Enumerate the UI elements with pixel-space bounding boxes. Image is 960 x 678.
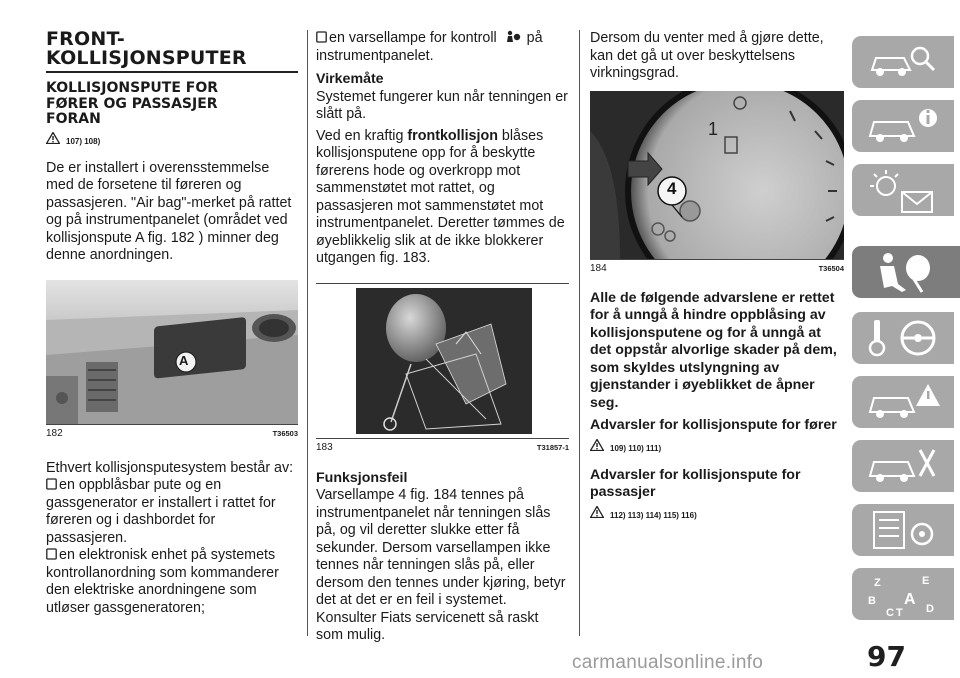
- figure-code: T36503: [272, 428, 298, 438]
- figure-number: 182: [46, 427, 63, 439]
- chapter-tab-car-warning[interactable]: [852, 376, 954, 428]
- lights-message-icon: [864, 168, 944, 216]
- vents: [86, 362, 118, 412]
- figure-184: [590, 91, 844, 275]
- warning-triangle-icon: [590, 439, 604, 451]
- passenger-warnings-heading: Advarsler for kollisjonspute for passasjer: [590, 466, 801, 500]
- subsection-title: KOLLISJONSPUTE FOR FØRER OG PASSASJER FORAN: [46, 80, 219, 127]
- car-info-icon: [864, 104, 944, 148]
- figure-182: [46, 280, 298, 440]
- fault-paragraph: Varsellampe 4 fig. 184 tennes på instrumentpanelet når tenningen slås på, og vil deretter slukke etter få sekunder. Dersom varsellampen ikke tennes når tenningen slås på, eller dersom den tennes under kjøring, betyr det at det er en feil i systemet. Konsulter Fiats servicenett så raskt som mulig.: [316, 487, 566, 643]
- airbag-deploy-image-frame: [316, 284, 569, 438]
- chapter-tab-car-info[interactable]: [852, 100, 954, 152]
- index-letters-icon: [864, 572, 944, 620]
- chapter-tab-lights-message[interactable]: [852, 164, 954, 216]
- warning-refs: 109) 110) 111): [610, 443, 662, 453]
- car-warning-icon: [864, 380, 944, 424]
- warning-reference: [46, 132, 298, 152]
- column-left: [46, 30, 298, 617]
- airbag-seat-icon: [864, 250, 944, 294]
- bullet-item: en varsellampe for kontroll på instrumentpanelet.: [316, 30, 543, 64]
- title-rule: [46, 71, 298, 73]
- operation-paragraph-2: Ved en kraftig frontkollisjon blåses kollisjonsputene opp for å beskytte førerens hode og overkropp mot sammenstøtet mot rattet, og passasjeren mot sammenstøtet mot instrumentpanelet. Deretter tømmes de øyeblikkelig slik at de ikke blokkerer utgangen fig. 183.: [316, 127, 565, 266]
- driver-warnings-heading: Advarsler for kollisjonspute for fører: [590, 417, 837, 433]
- chapter-tab-airbag-seat[interactable]: [852, 246, 960, 298]
- figure-number: 184: [590, 262, 607, 274]
- warning-reference: [590, 439, 844, 459]
- warning-refs: 107) 108): [66, 136, 101, 146]
- operation-paragraph-1: Systemet fungerer kun når tenningen er slått på.: [316, 88, 568, 122]
- warning-triangle-icon: [590, 506, 604, 518]
- chapter-tab-index[interactable]: [852, 568, 954, 620]
- bullet-item: en elektronisk enhet på systemets kontrollanordning som kommanderer den elektriske anordningene som utløser gassgeneratoren;: [46, 547, 279, 616]
- watermark: carmanualsonline.info: [572, 652, 764, 673]
- figure-183: [316, 283, 569, 454]
- column-right: [590, 30, 844, 534]
- gauge-digit: 1: [708, 118, 719, 139]
- column-divider: [579, 30, 580, 636]
- intro-paragraph: De er installert i overensstemmelse med de forsetene til føreren og passasjeren. "Air bag"-merket på rattet og på instrumentpanelet (området ved kollisjonspute A fig. 182 ) minner deg denne anordningen.: [46, 159, 292, 263]
- warnings-intro: Alle de følgende advarslene er rettet for å unngå å hindre oppblåsing av kollisjonsputene og for å unngå at det oppstår alvorlige skader på dem, som skyldes utslyngning av gjenstander i øyeblikket de åpner seg.: [590, 289, 837, 411]
- column-divider: [307, 30, 308, 636]
- warning-reference: [590, 506, 844, 526]
- index-letter: D: [926, 603, 934, 615]
- index-letter: C: [886, 607, 894, 619]
- dashboard-airbag-image: [46, 280, 298, 424]
- airbag-warning-lamp-icon: [503, 30, 521, 44]
- operation-heading: Virkemåte: [316, 71, 384, 87]
- specs-list-icon: [864, 508, 944, 552]
- index-letter: A: [904, 591, 916, 608]
- car-tools-icon: [864, 444, 944, 488]
- figure-caption: [590, 259, 844, 275]
- system-intro: Ethvert kollisjonsputesystem består av:: [46, 459, 294, 476]
- figure-callout-a: A: [179, 352, 189, 368]
- bullet-item: en oppblåsbar pute og en gassgenerator er installert i rattet for føreren og i dashbordet for passasjeren.: [46, 477, 276, 546]
- index-letter: E: [922, 575, 930, 587]
- bullet-square-icon: [46, 478, 57, 490]
- instrument-cluster-image: [590, 91, 844, 259]
- figure-caption: [46, 424, 298, 440]
- continued-paragraph: Dersom du venter med å gjøre dette, kan det gå ut over beskyttelsens virkningsgrad.: [590, 30, 824, 81]
- car-search-icon: [864, 40, 944, 84]
- key-steering-icon: [864, 316, 944, 360]
- chapter-tab-car-search[interactable]: [852, 36, 954, 88]
- chapter-tab-specs[interactable]: [852, 504, 954, 556]
- chapter-tab-key-steering[interactable]: [852, 312, 954, 364]
- index-letter: Z: [874, 577, 881, 589]
- chapter-tab-car-tools[interactable]: [852, 440, 954, 492]
- index-letter: B: [868, 595, 876, 607]
- figure-callout-4: 4: [667, 178, 677, 198]
- warning-refs: 112) 113) 114) 115) 116): [610, 510, 697, 520]
- column-middle: [316, 30, 569, 645]
- figure-caption: [316, 438, 569, 454]
- page-number: 97: [867, 640, 906, 673]
- section-title: FRONT- KOLLISJONSPUTER: [46, 28, 247, 69]
- fault-heading: Funksjonsfeil: [316, 469, 408, 486]
- chapter-sidebar: [852, 0, 960, 678]
- airbag-deploy-image: [316, 284, 569, 438]
- bullet-square-icon: [316, 31, 327, 43]
- index-letter: T: [896, 607, 903, 619]
- bullet-square-icon: [46, 548, 57, 560]
- dashboard-photo: [46, 280, 298, 424]
- figure-code: T31857-1: [536, 442, 569, 452]
- figure-number: 183: [316, 441, 333, 453]
- figure-code: T36504: [818, 263, 844, 273]
- warning-triangle-icon: [46, 132, 60, 144]
- instrument-cluster-photo: [590, 91, 844, 259]
